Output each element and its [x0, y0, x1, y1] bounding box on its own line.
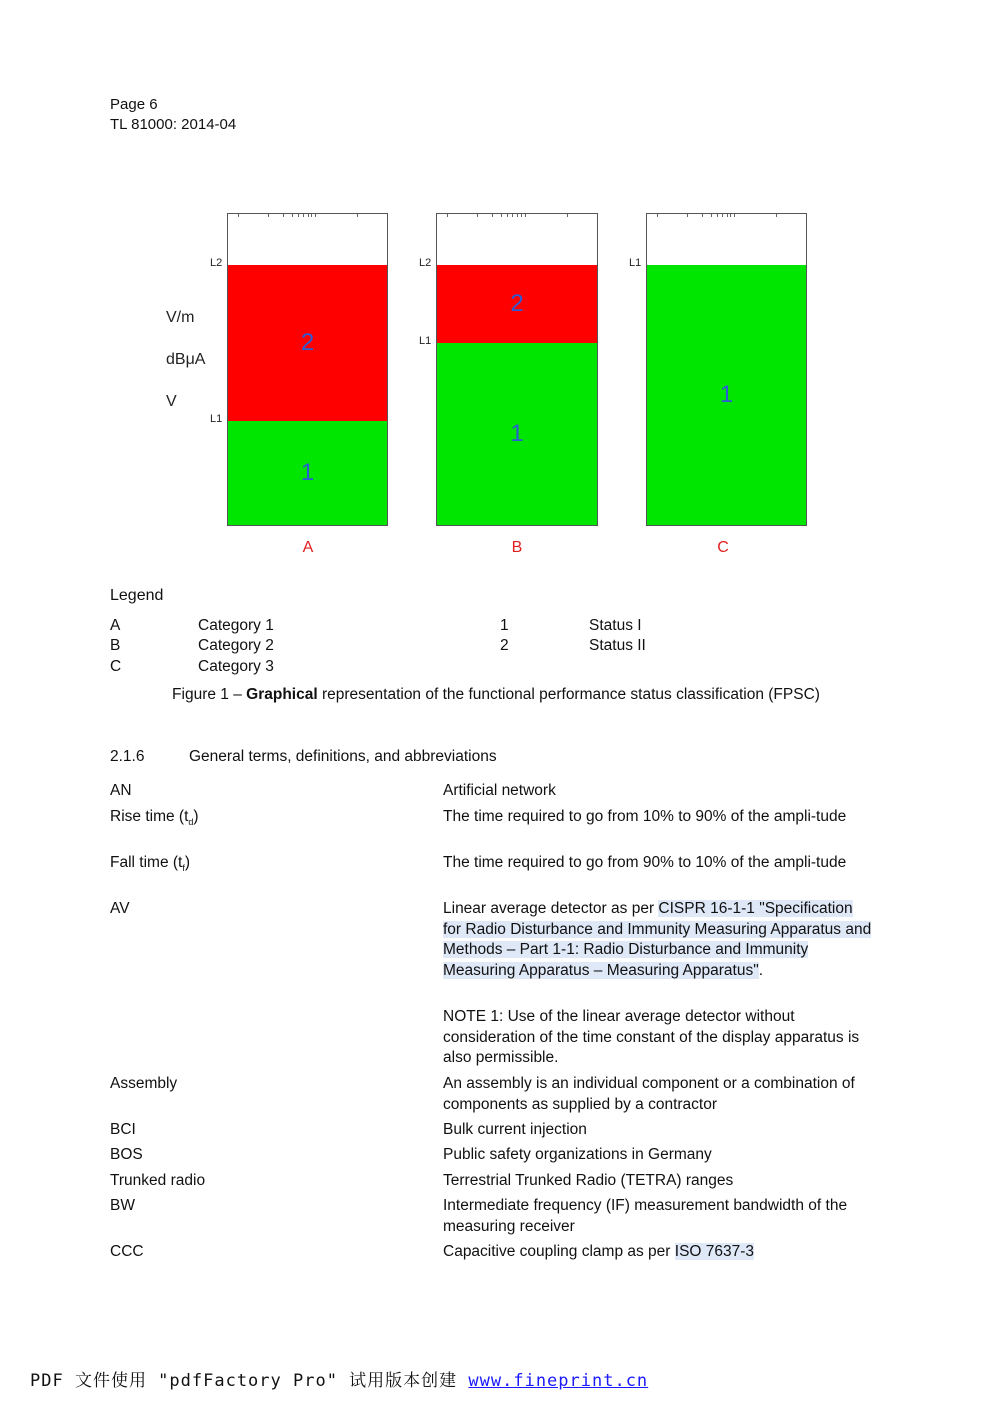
definition: An assembly is an individual component or a combination of components as supplied by a contractor [443, 1075, 855, 1113]
definition-note: NOTE 1: Use of the linear average detector without consideration of the time constant of the display apparatus is also permissible. [443, 1008, 860, 1067]
term: BOS [110, 1146, 143, 1163]
legend-value: Status I [589, 617, 642, 634]
legend-key: C [110, 658, 122, 675]
figure-caption [0, 686, 992, 704]
definition: Capacitive coupling clamp as per ISO 7637-3 [443, 1243, 755, 1260]
status-number: 2 [510, 290, 524, 318]
legend-value: Category 2 [198, 637, 274, 654]
status-zone [437, 343, 597, 525]
status-zone [228, 421, 387, 525]
panel-label-a: A [302, 539, 314, 556]
definition: The time required to go from 90% to 10% of the ampli-tude [443, 854, 847, 871]
panel-category-c [646, 213, 807, 526]
status-zone [647, 265, 806, 525]
section-title: General terms, definitions, and abbreviations [189, 748, 497, 765]
level-label: L2 [210, 257, 223, 270]
definition: Terrestrial Trunked Radio (TETRA) ranges [443, 1172, 734, 1189]
term: Trunked radio [110, 1172, 206, 1189]
term: Assembly [110, 1075, 178, 1092]
axis-ticks [647, 214, 806, 220]
level-label: L1 [629, 257, 642, 270]
definition: Intermediate frequency (IF) measurement bandwidth of the measuring receiver [443, 1197, 848, 1235]
page-number: Page 6 [110, 96, 158, 113]
legend-value: Status II [589, 637, 646, 654]
legend-key: 2 [500, 637, 509, 654]
panel-label-c: C [717, 539, 729, 556]
axis-ticks [228, 214, 387, 220]
legend-title: Legend [110, 587, 164, 604]
term: AN [110, 782, 132, 799]
term: Fall time $(t_f)$ [110, 854, 191, 874]
legend-key: B [110, 637, 121, 654]
caption-bold: Graphical [246, 686, 318, 703]
panel-label-b: B [511, 539, 523, 556]
axis-ticks [437, 214, 597, 220]
level-label: L1 [210, 412, 223, 425]
definition: Bulk current injection [443, 1121, 587, 1138]
definition: Artificial network [443, 782, 556, 799]
status-number: 2 [300, 329, 315, 357]
definition: The time required to go from 10% to 90% of the ampli-tude [443, 808, 847, 825]
legend-key: A [110, 617, 121, 634]
status-number: 1 [719, 381, 734, 409]
status-zone [437, 265, 597, 343]
status-number: 1 [300, 458, 315, 486]
level-label: L2 [419, 257, 432, 270]
legend-key: 1 [500, 617, 509, 634]
term: CCC [110, 1243, 144, 1260]
term: AV [110, 900, 130, 917]
standard-reference-link[interactable]: ISO 7637-3 [674, 1243, 755, 1260]
footer-text: PDF 文件使用 "pdfFactory Pro" 试用版本创建 [30, 1371, 469, 1391]
unit-label-dbua: dBμA [166, 351, 206, 368]
status-number: 1 [510, 420, 524, 448]
caption-prefix: Figure 1 – [172, 686, 247, 703]
unit-label-vm: V/m [166, 309, 195, 326]
document-id: TL 81000: 2014-04 [110, 116, 237, 133]
caption-text: representation of the functional performance status classification (FPSC) [317, 686, 820, 703]
footer-link[interactable]: www.fineprint.cn [468, 1371, 649, 1391]
section-number: 2.1.6 [110, 748, 145, 765]
term: BW [110, 1197, 135, 1214]
pdf-watermark-footer [30, 1366, 648, 1391]
status-zone [228, 265, 387, 421]
legend-value: Category 1 [198, 617, 274, 634]
level-label: L1 [419, 335, 432, 348]
definition: Linear average detector as per CISPR 16-1-1 "Specification for Radio Disturbance and Immunity Measuring Apparatus and Methods – Part 1-1: Radio Disturbance and Immunity Measuring Apparatus – Measuring Apparatus". [443, 900, 872, 979]
unit-label-v: V [166, 393, 177, 410]
panel-category-a [227, 213, 388, 526]
definition: Public safety organizations in Germany [443, 1146, 712, 1163]
term: Rise time $(t_d)$ [110, 808, 199, 828]
term: BCI [110, 1121, 136, 1138]
standard-reference-link[interactable]: CISPR 16-1-1 "Specification for Radio Disturbance and Immunity Measuring Apparatus and Methods – Part 1-1: Radio Disturbance and Immunity Measuring Apparatus – Measuring Apparatus" [443, 900, 872, 979]
legend-value: Category 3 [198, 658, 274, 675]
panel-category-b [436, 213, 598, 526]
